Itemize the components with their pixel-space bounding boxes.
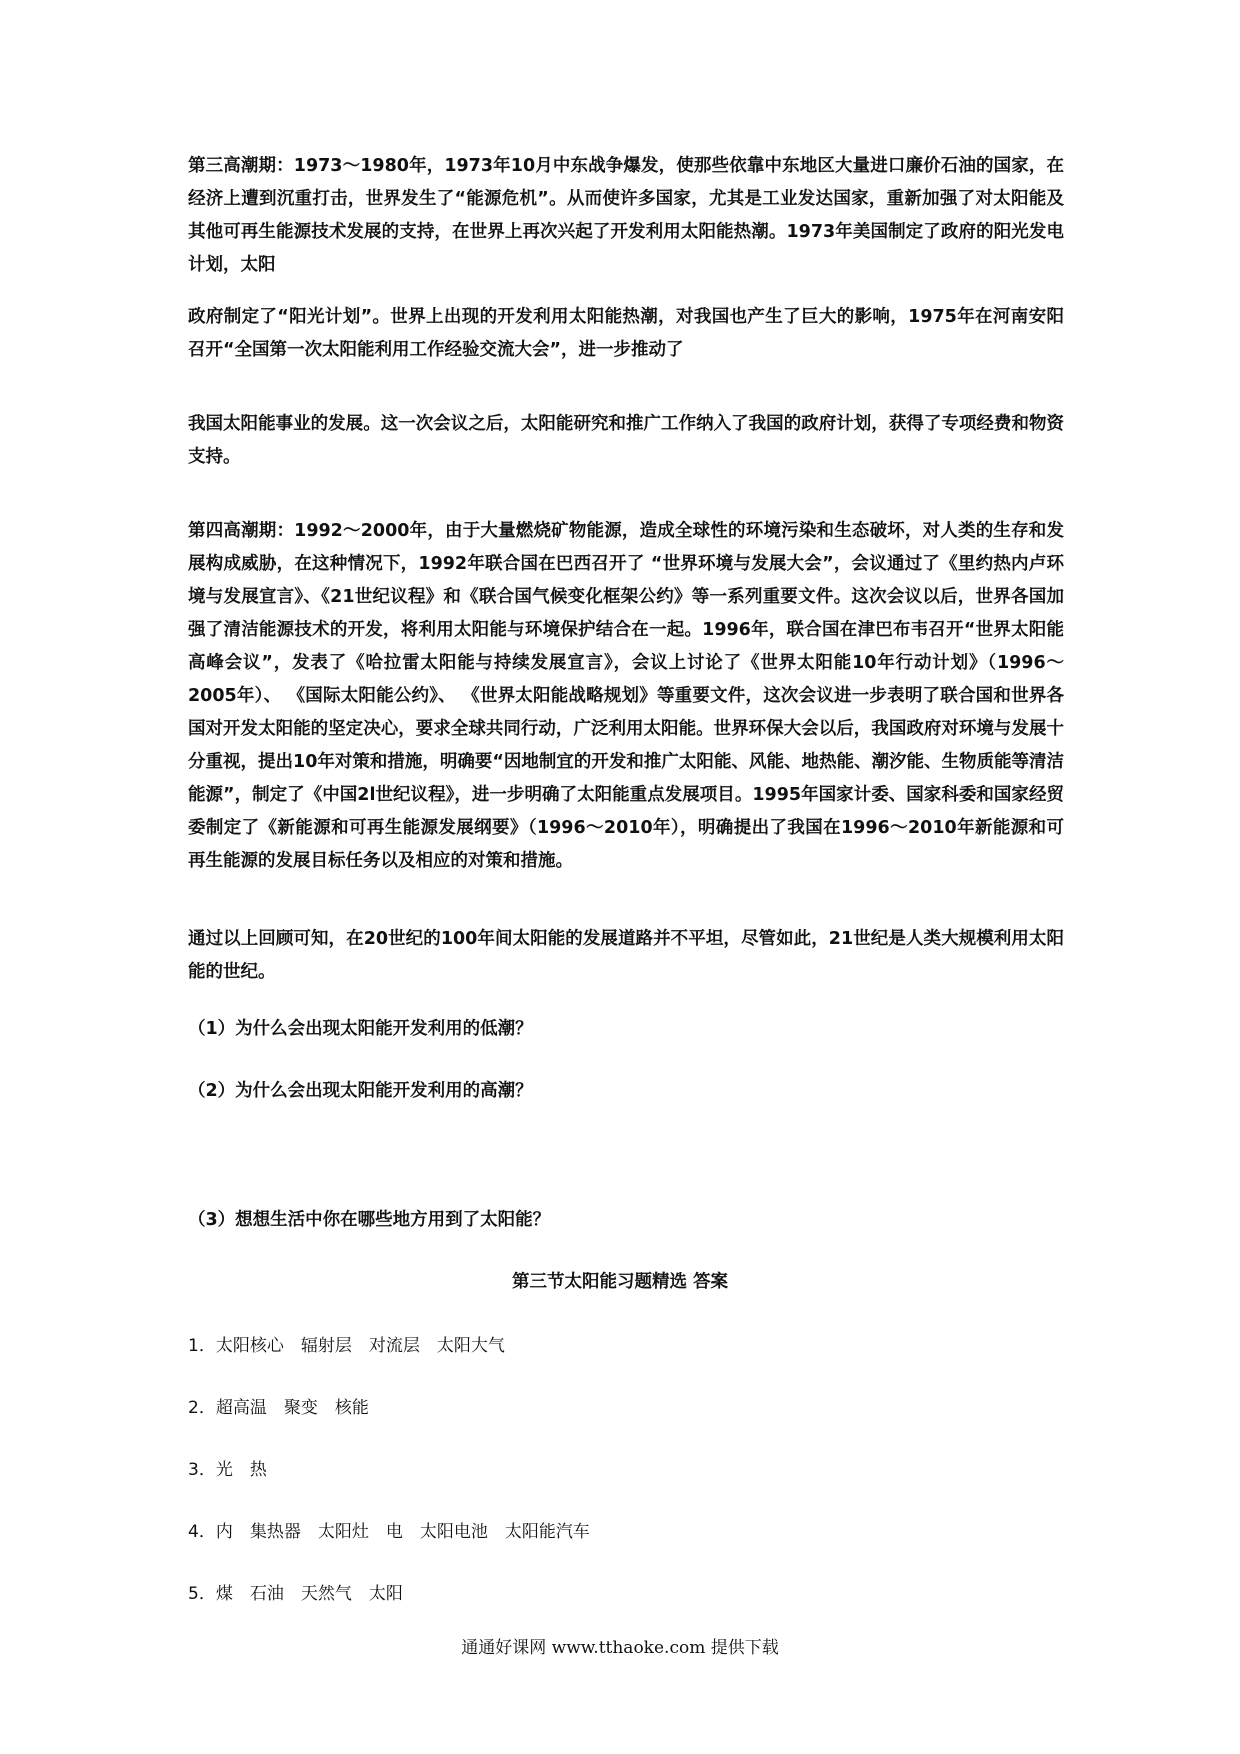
question-text: （3）想想生活中你在哪些地方用到了太阳能？ <box>188 1210 551 1230</box>
question-2 <box>188 1077 1064 1105</box>
paragraph-text: 政府制定了“阳光计划”。世界上出现的开发利用太阳能热潮，对我国也产生了巨大的影响，1975年在河南安阳召开“全国第一次太阳能利用工作经验交流大会”，进一步推动了 <box>188 307 1064 360</box>
question-text: （2）为什么会出现太阳能开发利用的高潮？ <box>188 1081 533 1101</box>
answer-item: 3．光 热 <box>188 1460 267 1480</box>
question-1 <box>188 1015 1064 1043</box>
paragraph-summary <box>188 923 1064 989</box>
answer-item: 4．内 集热器 太阳灶 电 太阳电池 太阳能汽车 <box>188 1522 590 1542</box>
question-text: （1）为什么会出现太阳能开发利用的低潮？ <box>188 1019 533 1039</box>
paragraph-text: 我国太阳能事业的发展。这一次会议之后，太阳能研究和推广工作纳入了我国的政府计划，获得了专项经费和物资支持。 <box>188 414 1064 467</box>
paragraph-sunshine-plan <box>188 301 1064 367</box>
paragraph-china-development <box>188 408 1064 474</box>
paragraph-text: 第四高潮期：1992～2000年，由于大量燃烧矿物能源，造成全球性的环境污染和生态破坏，对人类的生存和发展构成威胁，在这种情况下，1992年联合国在巴西召开了 “世界环境与发展大会”，会议通过了《里约热内卢环境与发展宣言》、《21世纪议程》和《联合国气候变化框架公约》等一系列重要文件。这次会议以后，世界各国加强了清洁能源技术的开发，将利用太阳能与环境保护结合在一起。1996年，联合国在津巴布韦召开“世界太阳能高峰会议”，发表了《哈拉雷太阳能与持续发展宣言》，会议上讨论了《世界太阳能10年行动计划》（1996～2005年）、 《国际太阳能公约》、 《世界太阳能战略规划》等重要文件，这次会议进一步表明了联合国和世界各国对开发太阳能的坚定决心，要求全球共同行动，广泛利用太阳能。世界环保大会以后，我国政府对环境与发展十分重视，提出10年对策和措施，明确要“因地制宜的开发和推广太阳能、风能、地热能、潮汐能、生物质能等清洁能源”，制定了《中国2l世纪议程》，进一步明确了太阳能重点发展项目。1995年国家计委、国家科委和国家经贸委制定了《新能源和可再生能源发展纲要》（1996～2010年），明确提出了我国在1996～2010年新能源和可再生能源的发展目标任务以及相应的对策和措施。 <box>188 521 1064 871</box>
answer-item: 5．煤 石油 天然气 太阳 <box>188 1584 403 1604</box>
paragraph-third-peak <box>188 150 1064 282</box>
paragraph-text: 第三高潮期：1973～1980年，1973年10月中东战争爆发，使那些依靠中东地区大量进口廉价石油的国家，在经济上遭到沉重打击，世界发生了“能源危机”。从而使许多国家，尤其是工业发达国家，重新加强了对太阳能及其他可再生能源技术发展的支持，在世界上再次兴起了开发利用太阳能热潮。1973年美国制定了政府的阳光发电计划，太阳 <box>188 156 1064 275</box>
answer-item: 2．超高温 聚变 核能 <box>188 1398 369 1418</box>
page-footer: 通通好课网 www.tthaoke.com 提供下载 <box>461 1638 779 1658</box>
paragraph-text: 通过以上回顾可知，在20世纪的100年间太阳能的发展道路并不平坦，尽管如此，21世纪是人类大规模利用太阳能的世纪。 <box>188 929 1064 982</box>
answer-item: 1．太阳核心 辐射层 对流层 太阳大气 <box>188 1336 505 1356</box>
answer-section-title: 第三节太阳能习题精选 答案 <box>511 1272 729 1292</box>
question-3 <box>188 1206 1064 1234</box>
paragraph-fourth-peak <box>188 515 1064 878</box>
